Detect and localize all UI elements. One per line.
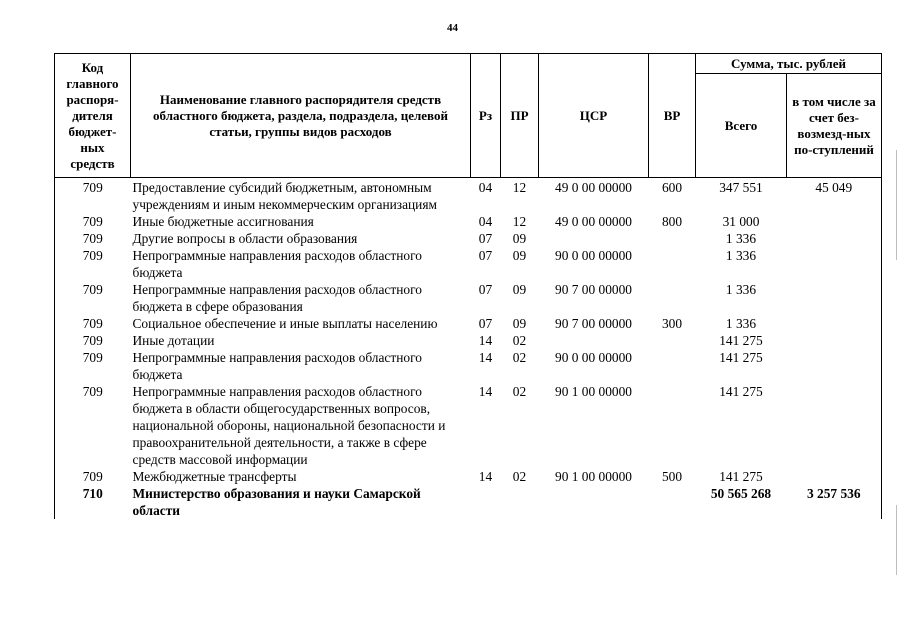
cell-name: Непрограммные направления расходов областного бюджета в области общегосударственных вопросов, национальной обороны, национальной безопасности и правоохранительной деятельности, а также в сфере средств массовой информации	[132, 384, 446, 467]
cell-pr: 12	[512, 180, 527, 195]
scan-edge-mark	[896, 505, 897, 575]
cell-vr: 800	[661, 214, 683, 229]
cell-rz: 14	[478, 350, 493, 365]
cell-free	[787, 213, 882, 230]
cell-name: Министерство образования и науки Самарской области	[132, 486, 421, 518]
header-sum: Сумма, тыс. рублей	[696, 54, 882, 74]
cell-rz: 14	[478, 333, 493, 348]
header-csr: ЦСР	[539, 54, 649, 178]
cell-pr	[501, 485, 539, 519]
cell-rz: 04	[478, 180, 493, 195]
cell-free	[787, 315, 882, 332]
cell-total: 141 275	[719, 384, 763, 399]
cell-pr: 02	[512, 384, 527, 399]
cell-pr: 09	[512, 231, 527, 246]
header-pr: ПР	[501, 54, 539, 178]
page-number: 44	[447, 22, 458, 34]
table-body	[55, 178, 882, 520]
cell-name: Непрограммные направления расходов областного бюджета	[132, 248, 422, 280]
cell-vr: 600	[661, 180, 683, 195]
header-rz: Рз	[471, 54, 501, 178]
cell-name: Предоставление субсидий бюджетным, автономным учреждениям и иным некоммерческим организациям	[132, 180, 437, 212]
cell-code: 709	[55, 247, 131, 281]
cell-rz: 07	[478, 231, 493, 246]
cell-rz: 14	[478, 384, 493, 399]
cell-code: 709	[55, 383, 131, 468]
cell-name: Непрограммные направления расходов областного бюджета в сфере образования	[132, 282, 422, 314]
budget-table	[54, 53, 882, 519]
cell-vr: 500	[661, 469, 683, 484]
cell-csr	[539, 332, 649, 349]
cell-name: Иные бюджетные ассигнования	[132, 214, 314, 229]
cell-pr: 02	[512, 469, 527, 484]
cell-total: 141 275	[719, 350, 763, 365]
table-row	[55, 349, 882, 383]
cell-free: 45 049	[787, 178, 882, 214]
table-row	[55, 332, 882, 349]
cell-pr: 09	[512, 248, 527, 263]
cell-name: Непрограммные направления расходов областного бюджета	[132, 350, 422, 382]
cell-code: 709	[55, 315, 131, 332]
cell-total: 141 275	[719, 469, 763, 484]
table-row	[55, 213, 882, 230]
cell-rz: 07	[478, 248, 493, 263]
table-row	[55, 383, 882, 468]
cell-vr: 300	[661, 316, 683, 331]
cell-total: 31 000	[722, 214, 760, 229]
table-row	[55, 178, 882, 214]
cell-code: 709	[55, 281, 131, 315]
cell-rz: 14	[478, 469, 493, 484]
cell-free	[787, 247, 882, 281]
table-row	[55, 485, 882, 519]
cell-code: 709	[55, 332, 131, 349]
cell-name: Другие вопросы в области образования	[132, 231, 358, 246]
cell-pr: 12	[512, 214, 527, 229]
cell-pr: 02	[512, 333, 527, 348]
cell-csr: 90 1 00 00000	[555, 384, 632, 399]
cell-free	[787, 332, 882, 349]
cell-name: Социальное обеспечение и иные выплаты населению	[132, 316, 438, 331]
cell-vr	[649, 485, 696, 519]
cell-total: 50 565 268	[710, 486, 772, 501]
cell-code: 709	[55, 213, 131, 230]
cell-vr	[649, 332, 696, 349]
cell-name: Межбюджетные трансферты	[132, 469, 297, 484]
header-vr: ВР	[649, 54, 696, 178]
cell-pr: 02	[512, 350, 527, 365]
cell-total: 1 336	[725, 316, 757, 331]
table-row	[55, 468, 882, 485]
cell-total: 1 336	[725, 231, 757, 246]
cell-csr: 49 0 00 00000	[555, 180, 632, 195]
table-row	[55, 281, 882, 315]
cell-free	[787, 383, 882, 468]
cell-vr	[649, 383, 696, 468]
cell-vr	[649, 247, 696, 281]
cell-code: 710	[55, 485, 131, 519]
cell-free: 3 257 536	[787, 485, 882, 519]
scan-edge-mark	[896, 150, 897, 260]
cell-code: 709	[55, 468, 131, 485]
cell-rz: 07	[478, 282, 493, 297]
header-code: Код главного распоря-дителя бюджет-ных средств	[55, 54, 131, 178]
cell-free	[787, 281, 882, 315]
cell-vr	[649, 349, 696, 383]
header-total: Всего	[696, 74, 787, 178]
cell-name: Иные дотации	[132, 333, 215, 348]
cell-pr: 09	[512, 316, 527, 331]
cell-csr: 90 1 00 00000	[555, 469, 632, 484]
cell-vr	[649, 281, 696, 315]
cell-total: 347 551	[719, 180, 763, 195]
cell-code: 709	[55, 230, 131, 247]
cell-code: 709	[55, 349, 131, 383]
header-free: в том числе за счет без-возмезд-ных по-ступлений	[787, 74, 882, 178]
cell-csr: 90 7 00 00000	[555, 316, 632, 331]
cell-total: 1 336	[725, 282, 757, 297]
cell-pr: 09	[512, 282, 527, 297]
cell-free	[787, 468, 882, 485]
cell-code: 709	[55, 178, 131, 214]
cell-total: 1 336	[725, 248, 757, 263]
cell-vr	[649, 230, 696, 247]
cell-free	[787, 230, 882, 247]
cell-csr: 49 0 00 00000	[555, 214, 632, 229]
table-row	[55, 315, 882, 332]
cell-csr: 90 7 00 00000	[555, 282, 632, 297]
cell-csr: 90 0 00 00000	[555, 350, 632, 365]
cell-rz: 04	[478, 214, 493, 229]
cell-csr	[539, 230, 649, 247]
table-row	[55, 230, 882, 247]
cell-csr: 90 0 00 00000	[555, 248, 632, 263]
cell-rz	[471, 485, 501, 519]
table-row	[55, 247, 882, 281]
cell-rz: 07	[478, 316, 493, 331]
cell-total: 141 275	[719, 333, 763, 348]
cell-free	[787, 349, 882, 383]
header-name: Наименование главного распорядителя средств областного бюджета, раздела, подраздела, целевой статьи, группы видов расходов	[131, 54, 471, 178]
cell-csr	[539, 485, 649, 519]
